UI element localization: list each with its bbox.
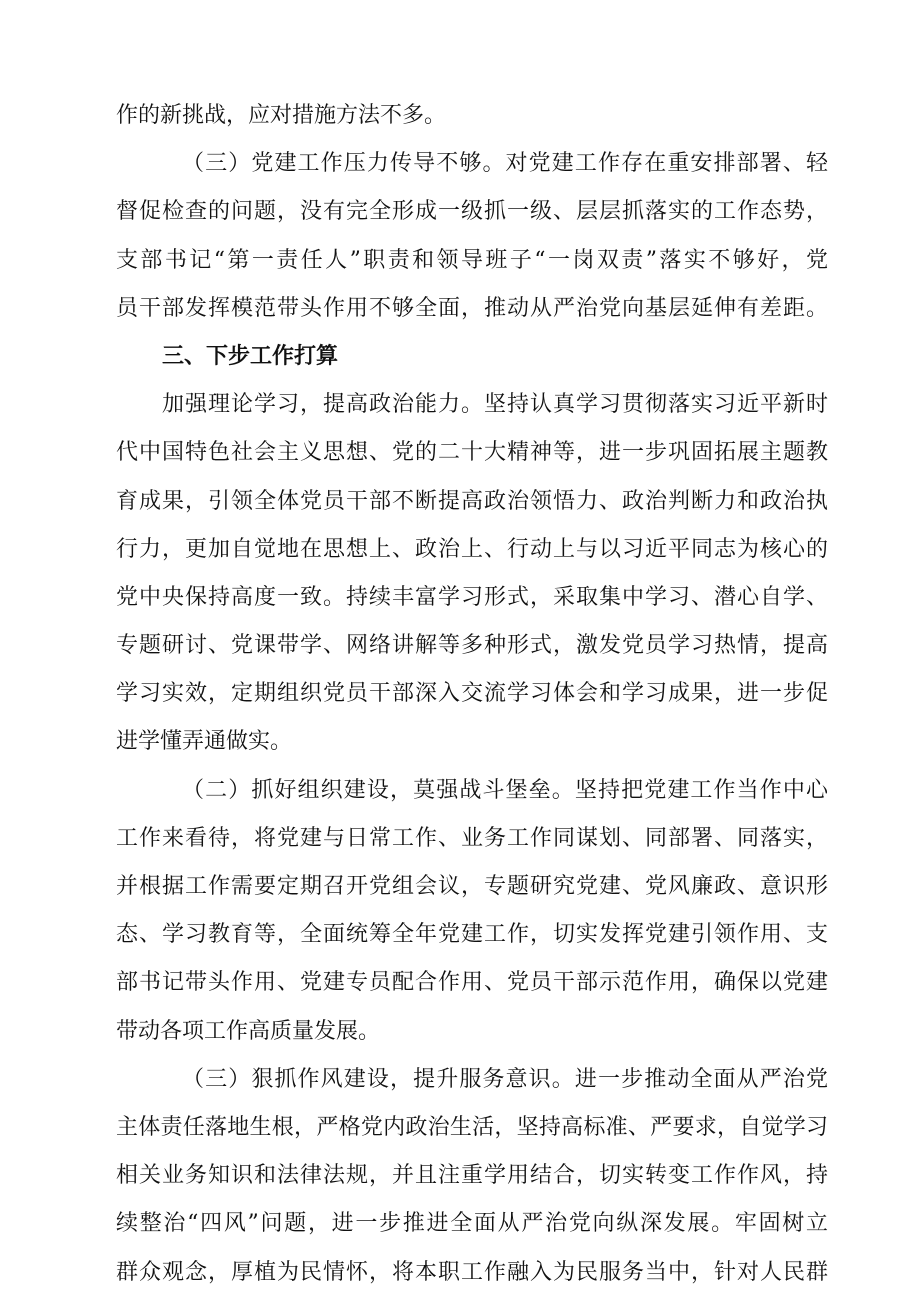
text-line: 党中央保持高度一致。持续丰富学习形式，采取集中学习、潜心自学、: [116, 584, 828, 610]
paragraph-first-line: （三）狠抓作风建设，提升服务意识。进一步推动全面从严治党: [182, 1066, 828, 1092]
text-line: 督促检查的问题，没有完全形成一级抓一级、层层抓落实的工作态势，: [116, 199, 828, 225]
text-line: 并根据工作需要定期召开党组会议，专题研究党建、党风廉政、意识形: [116, 874, 828, 899]
text-line: 代中国特色社会主义思想、党的二十大精神等，进一步巩固拓展主题教: [116, 440, 828, 466]
text-line: 育成果，引领全体党员干部不断提高政治领悟力、政治判断力和政治执: [116, 488, 828, 514]
text-line: 续整治“四风”问题，进一步推进全面从严治党向纵深发展。牢固树立: [116, 1211, 828, 1237]
paragraph-first-line: 加强理论学习，提高政治能力。坚持认真学习贯彻落实习近平新时: [162, 392, 828, 418]
text-line: 行力，更加自觉地在思想上、政治上、行动上与以习近平同志为核心的: [116, 536, 828, 562]
section-heading: 三、下步工作打算: [162, 343, 339, 369]
text-line: 态、学习教育等，全面统筹全年党建工作，切实发挥党建引领作用、支: [116, 922, 828, 948]
text-line: 主体责任落地生根，严格党内政治生活，坚持高标准、严要求，自觉学习: [116, 1114, 828, 1140]
text-line: 进学懂弄通做实。: [116, 729, 293, 755]
text-line: 群众观念，厚植为民情怀，将本职工作融入为民服务当中，针对人民群: [116, 1259, 828, 1285]
paragraph-first-line: （三）党建工作压力传导不够。对党建工作存在重安排部署、轻: [182, 151, 828, 177]
text-line: 支部书记“第一责任人”职责和领导班子“一岗双责”落实不够好，党: [116, 247, 828, 273]
text-line: 部书记带头作用、党建专员配合作用、党员干部示范作用，确保以党建: [116, 970, 828, 996]
text-line: 工作来看待，将党建与日常工作、业务工作同谋划、同部署、同落实，: [116, 825, 828, 851]
text-line: 员干部发挥模范带头作用不够全面，推动从严治党向基层延伸有差距。: [116, 295, 828, 321]
paragraph-first-line: （二）抓好组织建设，莫强战斗堡垒。坚持把党建工作当作中心: [182, 777, 828, 803]
text-line: 学习实效，定期组织党员干部深入交流学习体会和学习成果，进一步促: [116, 681, 828, 707]
text-line: 作的新挑战，应对措施方法不多。: [116, 103, 447, 128]
document-page: [116, 92, 828, 1297]
text-line: 专题研讨、党课带学、网络讲解等多种形式，激发党员学习热情，提高: [116, 633, 828, 659]
text-line: 带动各项工作高质量发展。: [116, 1018, 381, 1044]
text-line: 相关业务知识和法律法规，并且注重学用结合，切实转变工作作风，持: [116, 1163, 828, 1189]
